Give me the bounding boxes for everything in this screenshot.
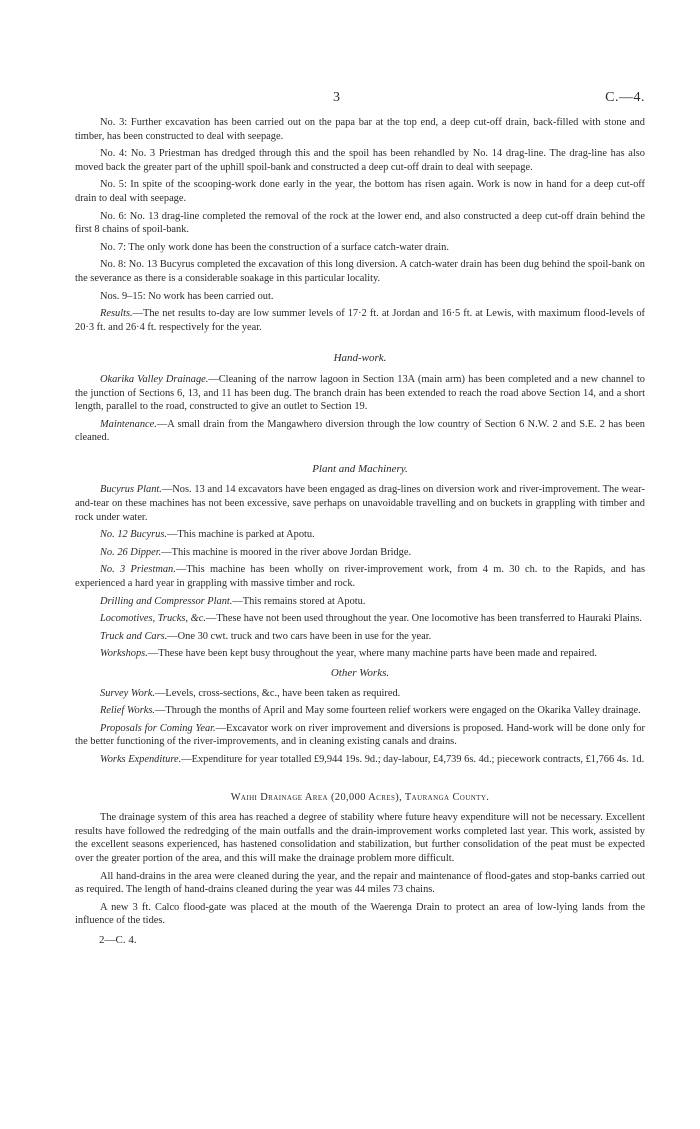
section-heading-plant: Plant and Machinery.	[312, 462, 408, 475]
paragraph: All hand-drains in the area were cleaned during the year, and the repair and maintenance of flood-gates and stop-banks carried out as required. The length of hand-drains cleaned during the year was 44 miles 73 chains.	[75, 870, 645, 896]
signature-mark: 2—C. 4.	[99, 933, 137, 946]
paragraph: Okarika Valley Drainage.—Cleaning of the narrow lagoon in Section 13A (main arm) has been completed and a new channel to the junction of Sections 6, 13, and 11 has been dug. The branch drain has been extended to reach the road above Section 14, and a short length, parallel to the road, constructed to give an outlet to Section 19.	[75, 373, 645, 413]
document-code: C.—4.	[605, 90, 645, 105]
section-heading-hand-work: Hand-work.	[333, 352, 387, 365]
paragraph: Proposals for Coming Year.—Excavator work on river improvement and diversions is proposed. Hand-work will be done only for the better functioning of the river-improvements, and in cleaning existing canals and drains.	[75, 722, 645, 748]
page-header	[75, 90, 645, 110]
section-heading-other-works: Other Works.	[330, 667, 390, 679]
paragraph: No. 4: No. 3 Priestman has dredged through this and the spoil has been rehandled by No. 14 drag-line. The drag-line has also moved back the greater part of the uphill spoil-bank and constructed a deep cut-off drain to deal with seepage.	[75, 148, 646, 173]
paragraph: Bucyrus Plant.—Nos. 13 and 14 excavators have been engaged as drag-lines on diversion work and river-improvement. The wear-and-tear on these machines has not been excessive, save perhaps on unavoidable travelling and on buckets in grappling with timber and rock under water.	[75, 484, 645, 523]
other-works-section	[75, 687, 645, 767]
paragraph: Relief Works.—Through the months of April and May some fourteen relief workers were engaged on the Okarika Valley drainage.	[100, 705, 641, 717]
paragraph: No. 26 Dipper.—This machine is moored in the river above Jordan Bridge.	[100, 546, 412, 558]
paragraph: Survey Work.—Levels, cross-sections, &c., have been taken as required.	[100, 687, 401, 699]
hand-work-section	[75, 373, 645, 445]
paragraph: Workshops.—These have been kept busy throughout the year, where many machine parts have been made and repaired.	[100, 648, 597, 660]
waihi-section	[75, 811, 645, 928]
paragraph: Locomotives, Trucks, &c.—These have not been used throughout the year. One locomotive has been transferred to Hauraki Plains.	[100, 613, 642, 625]
paragraph: Drilling and Compressor Plant.—This remains stored at Apotu.	[100, 595, 366, 607]
section-heading-waihi: Waihi Drainage Area (20,000 Acres), Tauranga County.	[230, 791, 490, 803]
paragraph: No. 5: In spite of the scooping-work done early in the year, the bottom has risen again. Work is now in hand for a deep cut-off drain to deal with seepage.	[75, 179, 645, 204]
paragraph: A new 3 ft. Calco flood-gate was placed at the mouth of the Waerenga Drain to protect an area of low-lying lands from the influence of the tides.	[75, 901, 645, 927]
paragraph: Maintenance.—A small drain from the Mangawhero diversion through the low country of Section 6 N.W. 2 and S.E. 2 has been cleaned.	[75, 418, 645, 444]
paragraph: Nos. 9–15: No work has been carried out.	[100, 290, 274, 302]
paragraph: No. 6: No. 13 drag-line completed the removal of the rock at the lower end, and also constructed a deep cut-off drain behind the first 8 chains of spoil-bank.	[75, 210, 645, 236]
paragraph: Truck and Cars.—One 30 cwt. truck and two cars have been in use for the year.	[100, 630, 432, 642]
paragraph: The drainage system of this area has reached a degree of stability where future heavy expenditure will not be necessary. Excellent results have followed the redredging of the main outfalls and the drain-improvement works completed last year. This work, assisted by the excellent seasons experienced, has hastened consolidation and stabilization, but further consolidation of the peat must be expected over the greater portion of the area, and this will make the drainage problem more difficult.	[75, 812, 645, 864]
plant-section	[75, 483, 645, 661]
paragraph: Results.—The net results to-day are low summer levels of 17·2 ft. at Jordan and 16·5 ft. at Lewis, with maximum flood-levels of 20·3 ft. and 26·4 ft. respectively for the year.	[75, 308, 645, 333]
paragraph: Works Expenditure.—Expenditure for year totalled £9,944 19s. 9d.; day-labour, £4,739 6s. 4d.; piecework contracts, £1,766 4s. 1d.	[100, 753, 645, 765]
paragraph: No. 8: No. 13 Bucyrus completed the excavation of this long diversion. A catch-water drain has been dug behind the spoil-bank on the severance as there is a considerable soakage in this particular locality.	[75, 259, 645, 284]
paragraph: No. 3 Priestman.—This machine has been wholly on river-improvement work, from 4 m. 30 ch. to the Rapids, and has experienced a hard year in grappling with massive timber and rock.	[75, 564, 645, 590]
paragraph: No. 7: The only work done has been the construction of a surface catch-water drain.	[100, 241, 449, 253]
paragraph: No. 12 Bucyrus.—This machine is parked at Apotu.	[100, 529, 315, 541]
diversion-section	[75, 116, 645, 334]
page-number: 3	[333, 90, 340, 105]
document-body	[75, 116, 645, 948]
paragraph: No. 3: Further excavation has been carried out on the papa bar at the top end, a deep cut-off drain, back-filled with stone and timber, has been constructed to deal with seepage.	[75, 117, 645, 142]
